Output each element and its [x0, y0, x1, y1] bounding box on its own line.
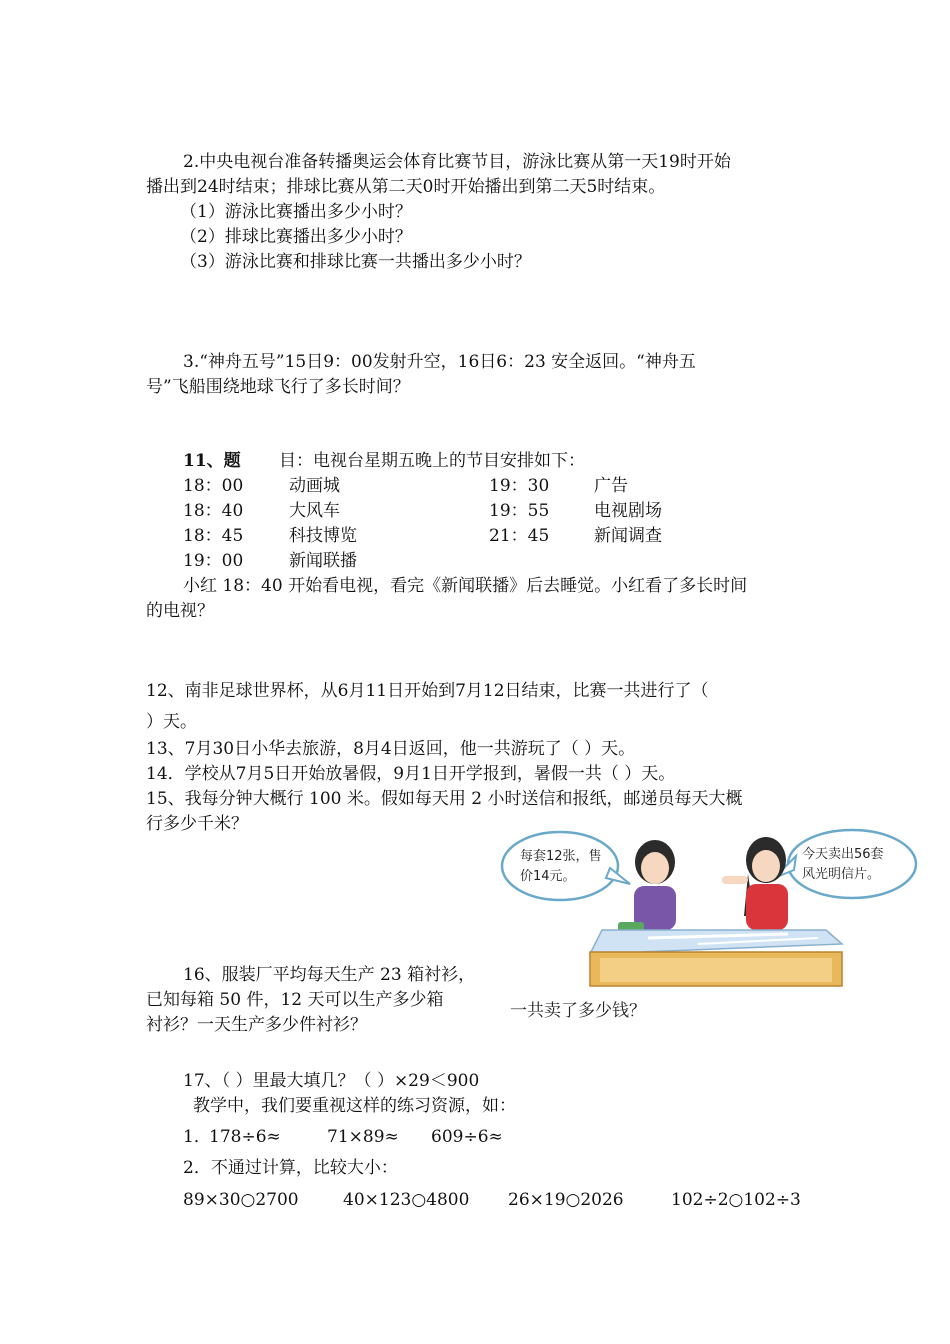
schedule-time: 19：55 — [489, 501, 550, 521]
q13-text: 13、7月30日小华去旅游，8月4日返回，他一共游玩了（ ）天。 — [146, 739, 636, 759]
q15-line2: 行多少千米？ — [146, 814, 248, 834]
q11-line2: 的电视？ — [146, 601, 214, 621]
compare-item: 89×30○2700 — [183, 1190, 299, 1210]
q11-line1: 小红 18：40 开始看电视，看完《新闻联播》后去睡觉。小红看了多长时间 — [183, 576, 748, 596]
schedule-program: 电视剧场 — [594, 501, 662, 521]
q17-line2: 教学中，我们要重视这样的练习资源，如： — [193, 1096, 516, 1116]
estimate-item: 609÷6≈ — [431, 1127, 503, 1147]
schedule-program: 新闻调查 — [594, 526, 662, 546]
postcard-sale-illustration — [498, 826, 928, 1028]
q2-sub3: （3）游泳比赛和排球比赛一共播出多少小时？ — [180, 252, 531, 272]
compare-item: 26×19○2026 — [508, 1190, 624, 1210]
girl-left-figure — [618, 840, 676, 940]
q12-line2: ）天。 — [146, 712, 197, 732]
schedule-time: 19：00 — [183, 551, 244, 571]
q16-line1: 16、服装厂平均每天生产 23 箱衬衫， — [183, 965, 476, 985]
q16-line2: 已知每箱 50 件，12 天可以生产多少箱 — [146, 990, 444, 1010]
schedule-time: 18：00 — [183, 476, 244, 496]
schedule-program: 大风车 — [289, 501, 340, 521]
illustration-caption: 一共卖了多少钱？ — [510, 1001, 646, 1021]
bubble-left-line1: 每套12张，售 — [520, 849, 602, 864]
q2-line2: 播出到24时结束；排球比赛从第二天0时开始播出到第二天5时结束。 — [146, 177, 666, 197]
schedule-program: 科技博览 — [289, 526, 357, 546]
q17-line1: 17、（ ）里最大填几？（ ）×29＜900 — [183, 1071, 480, 1091]
estimate-label: 1． — [183, 1127, 211, 1147]
compare-label: 2．不通过计算，比较大小： — [183, 1158, 398, 1178]
q14-text: 14．学校从7月5日开始放暑假，9月1日开学报到，暑假一共（ ）天。 — [146, 764, 676, 784]
compare-item: 40×123○4800 — [343, 1190, 470, 1210]
schedule-time: 19：30 — [489, 476, 550, 496]
q11-heading-num: 11、题 — [183, 451, 241, 471]
q2-line1: 2.中央电视台准备转播奥运会体育比赛节目，游泳比赛从第一天19时开始 — [183, 152, 731, 172]
speech-bubble-right — [774, 830, 916, 898]
glass-counter — [590, 930, 842, 986]
estimate-item: 178÷6≈ — [209, 1127, 281, 1147]
q3-line1: 3.“神舟五号”15日9：00发射升空，16日6：23 安全返回。“神舟五 — [183, 352, 696, 372]
girl-right-figure — [722, 837, 788, 930]
q12-line1: 12、南非足球世界杯，从6月11日开始到7月12日结束，比赛一共进行了（ — [146, 681, 709, 701]
q2-sub1: （1）游泳比赛播出多少小时？ — [180, 202, 412, 222]
q15-line1: 15、我每分钟大概行 100 米。假如每天用 2 小时送信和报纸，邮递员每天大概 — [146, 789, 743, 809]
q3-line2: 号”飞船围绕地球飞行了多长时间？ — [146, 377, 410, 397]
schedule-time: 18：40 — [183, 501, 244, 521]
q2-sub2: （2）排球比赛播出多少小时？ — [180, 227, 412, 247]
bubble-right-line1: 今天卖出56套 — [802, 847, 884, 862]
schedule-time: 21：45 — [489, 526, 550, 546]
schedule-program: 广告 — [594, 476, 628, 496]
bubble-right-line2: 风光明信片。 — [802, 867, 881, 882]
schedule-program: 动画城 — [289, 476, 340, 496]
q16-line3: 衬衫？一天生产多少件衬衫？ — [146, 1015, 367, 1035]
schedule-program: 新闻联播 — [289, 551, 357, 571]
bubble-left-line2: 价14元。 — [520, 869, 576, 884]
speech-bubble-left — [502, 832, 630, 900]
compare-item: 102÷2○102÷3 — [671, 1190, 801, 1210]
q11-heading-rest: 目：电视台星期五晚上的节目安排如下： — [279, 451, 585, 471]
schedule-time: 18：45 — [183, 526, 244, 546]
estimate-item: 71×89≈ — [327, 1127, 399, 1147]
